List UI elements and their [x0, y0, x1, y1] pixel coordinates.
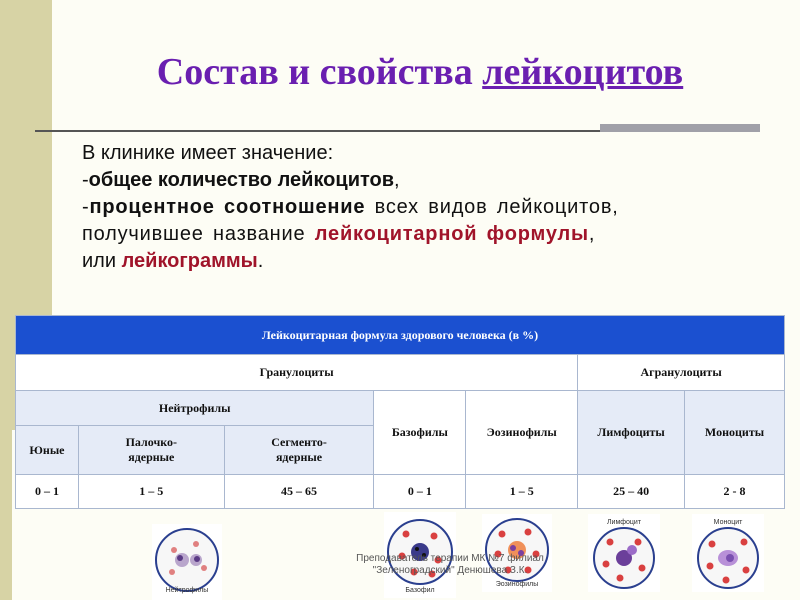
- header-seg-1: Сегменто-: [271, 435, 327, 449]
- basophil-label: Базофил: [405, 587, 435, 594]
- header-young: Юные: [16, 426, 79, 475]
- value-lymphocytes: 25 – 40: [578, 475, 685, 509]
- line5-red: лейкограммы: [121, 250, 258, 272]
- body-line-4: [82, 221, 772, 248]
- group-granulocytes: Гранулоциты: [16, 355, 578, 391]
- neutrophils-image: [152, 524, 222, 600]
- footer-line-1: Преподаватель терапии МК №7 филиал: [356, 553, 544, 564]
- monocyte-image: [692, 514, 764, 592]
- group-agranulocytes: Агранулоциты: [578, 355, 785, 391]
- body-text: [82, 140, 772, 275]
- footer-credit: [320, 553, 580, 577]
- body-line-1: [82, 140, 772, 167]
- body-line-2: -общее количество лейкоцитов,: [82, 169, 400, 191]
- value-band: 1 – 5: [78, 475, 224, 509]
- value-eosinophils: 1 – 5: [466, 475, 578, 509]
- header-band-2: ядерные: [128, 450, 175, 464]
- line5-tail: .: [257, 250, 264, 272]
- line4-red: лейкоцитарной формулы: [314, 223, 589, 245]
- header-monocytes: Моноциты: [685, 391, 785, 475]
- lymphocyte-label: Лимфоцит: [606, 519, 642, 526]
- value-basophils: 0 – 1: [374, 475, 466, 509]
- header-eosinophils: Эозинофилы: [466, 391, 578, 475]
- neutrophils-label: Нейтрофилы: [165, 587, 209, 594]
- line4-start: получившее название: [82, 223, 315, 245]
- line5-start: или: [82, 250, 122, 272]
- value-young: 0 – 1: [16, 475, 79, 509]
- header-band-1: Палочко-: [125, 435, 177, 449]
- value-segmented: 45 – 65: [224, 475, 374, 509]
- slide-title: [0, 50, 800, 94]
- header-segmented: [224, 426, 374, 475]
- footer-line-2: "Зеленоградский" Денюшева З.К.: [372, 565, 528, 576]
- line3-bold: процентное соотношение: [89, 196, 366, 218]
- title-rule-accent: [600, 124, 760, 132]
- monocyte-label: Моноцит: [713, 519, 743, 526]
- leukocyte-formula-table: [15, 315, 785, 509]
- lymphocyte-image: [588, 514, 660, 592]
- line3-tail: всех видов лейкоцитов,: [365, 196, 619, 218]
- header-band: [78, 426, 224, 475]
- header-basophils: Базофилы: [374, 391, 466, 475]
- title-part1: Состав и свойства: [156, 51, 483, 93]
- header-neutrophils: Нейтрофилы: [16, 391, 374, 426]
- eosinophils-label: Эозинофилы: [495, 581, 539, 588]
- title-part2: лейкоцитов: [482, 51, 684, 93]
- body-line-3: -процентное соотношение всех видов лейкоцитов,: [82, 196, 619, 218]
- body-line-5: [82, 248, 772, 275]
- line1-text: В клинике имеет значение:: [82, 142, 334, 164]
- header-seg-2: ядерные: [275, 450, 323, 464]
- line4-tail: ,: [588, 223, 596, 245]
- line2-tail: ,: [394, 169, 400, 191]
- line2-bold: общее количество лейкоцитов: [88, 169, 395, 191]
- header-lymphocytes: Лимфоциты: [578, 391, 685, 475]
- value-monocytes: 2 - 8: [685, 475, 785, 509]
- table-title: Лейкоцитарная формула здорового человека (в %): [16, 316, 785, 355]
